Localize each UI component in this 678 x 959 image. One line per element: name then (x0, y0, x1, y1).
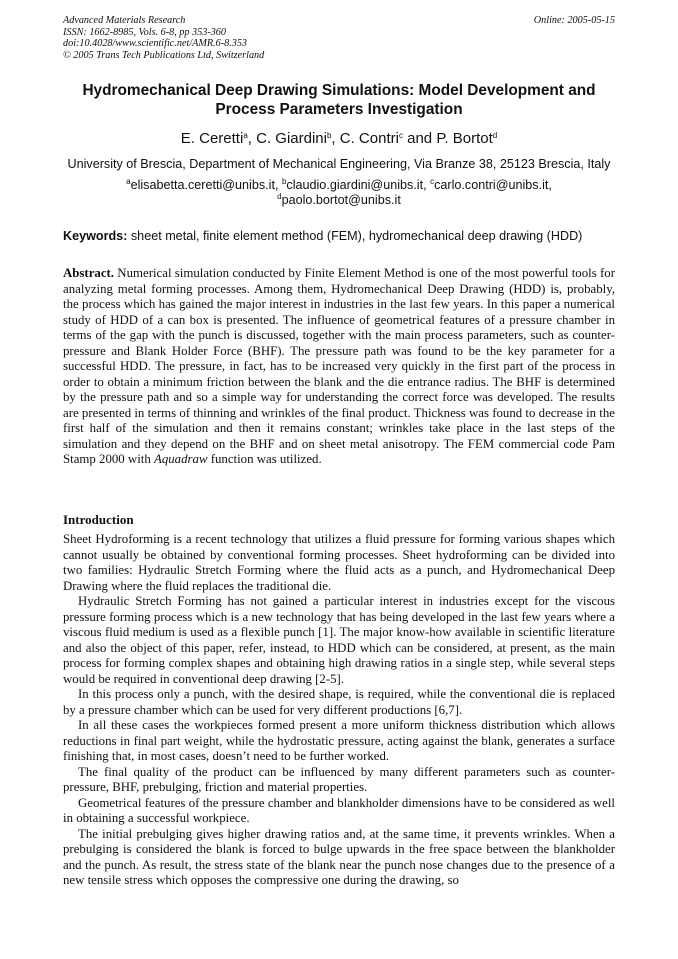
abstract-italic-term: Aquadraw (153, 452, 208, 466)
email-marker: b (281, 177, 287, 186)
abstract-text: Numerical simulation conducted by Finite Element Method is one of the most powerful tools for analyzing metal forming processes. Among them, Hydromechanical Deep Drawing (HDD) is, probably, the process which has gained the major interest in industries in the last few years. In this paper a numerical study of HDD of a can box is presented. The influence of geometrical features of a pressure chamber in terms of the gap with the punch is discussed, together with the main process parameters, such as counter-pressure and Blank Holder Force (BHF). The pressure path was found to be the key parameter for a successful HDD. The pressure, in fact, has to be increased very quickly in the first part of the process in order to obtain a minimum friction between the blank and the die entrance radius. The BHF is determined by the pressure path and so a simple way for understanding the correct force was developed. The results are presented in terms of thinning and wrinkles of the final product. Thickness was found to decrease in the first half of the simulation and then it remains constant; wrinkles take place in the last steps of the simulation and they depend on the BHF and on sheet metal anisotropy. The FEM commercial code Pam Stamp 2000 with (63, 266, 615, 466)
abstract (63, 266, 615, 468)
paragraph: The final quality of the product can be influenced by many different parameters such as counter-pressure, BHF, prebulging, friction and material properties. (63, 764, 615, 794)
section-heading-introduction: Introduction (63, 512, 134, 527)
author-separator: , (247, 130, 257, 147)
email-marker: a (126, 177, 131, 186)
online-date: Online: 2005-05-15 (533, 15, 615, 26)
author-name: C. Contri (339, 130, 399, 147)
email-marker: c (430, 177, 435, 186)
issn-line: ISSN: 1662-8985, Vols. 6-8, pp 353-360 (63, 26, 226, 38)
author-separator: and (402, 130, 437, 147)
abstract-tail: function was utilized. (207, 452, 322, 466)
paragraph: Hydraulic Stretch Forming has not gained a particular interest in industries except for the viscous pressure forming process which is a new technology that has being developed in the last few years where a viscous fluid medium is used as a flexible punch [1]. The major know-how available in scientific literature and also the object of this paper, refer, instead, to HDD which can be considered, at present, as the main process for forming complex shapes and obtaining high drawing ratios in a single step, while several steps would be required in conventional deep drawing [2-5]. (63, 594, 615, 686)
email-link[interactable]: paolo.bortot@unibs.it (281, 192, 401, 207)
paragraph: In this process only a punch, with the desired shape, is required, while the conventional die is replaced by a pressure chamber which can be used for very different productions [6,7]. (63, 687, 615, 717)
paper-title (48, 81, 630, 119)
journal-name: Advanced Materials Research (63, 15, 186, 26)
author-marker: a (243, 131, 248, 140)
paragraph: Sheet Hydroforming is a recent technology that utilizes a fluid pressure for forming various shapes which cannot usually be obtained by conventional forming processes. Sheet hydroforming can be divided into two families: Hydraulic Stretch Forming where the fluid acts as a punch, and Hydromechanical Deep Drawing where the fluid replaces the traditional die. (63, 532, 615, 593)
email-link[interactable]: carlo.contri@unibs.it, (434, 178, 552, 192)
affiliation: University of Brescia, Department of Mechanical Engineering, Via Branze 38, 25123 Brescia, Italy (67, 157, 611, 171)
paragraph: In all these cases the workpieces formed present a more uniform thickness distribution which allows reductions in final part weight, while the hydrostatic pressure, acting against the blank, generates a surface finishing that, in most cases, doesn’t need to be further worked. (63, 718, 615, 763)
author-name: E. Ceretti (180, 130, 244, 147)
author-marker: d (492, 131, 498, 140)
keywords (63, 228, 623, 244)
email-list (48, 178, 630, 207)
introduction-body (63, 532, 615, 889)
journal-header (63, 15, 615, 61)
keywords-label: Keywords: (63, 229, 128, 243)
email-link[interactable]: elisabetta.ceretti@unibs.it, (130, 178, 282, 192)
email-marker: d (277, 191, 282, 201)
author-separator: , (331, 130, 340, 147)
author-list (48, 130, 630, 148)
title-line-2: Process Parameters Investigation (215, 101, 463, 118)
paragraph: The initial prebulging gives higher drawing ratios and, at the same time, it prevents wrinkles. When a prebulging is considered the blank is forced to bulge upwards in the free space between the blankholder and the punch. As result, the stress state of the blank near the punch nose changes due to the presence of a new tensile stress which opposes the compressive one during the drawing, so (63, 826, 615, 887)
author-name: P. Bortot (436, 130, 493, 147)
doi-line: doi:10.4028/www.scientific.net/AMR.6-8.353 (63, 38, 248, 50)
paragraph: Geometrical features of the pressure chamber and blankholder dimensions have to be considered as well in obtaining a successful workpiece. (63, 795, 615, 825)
keywords-text: sheet metal, finite element method (FEM), hydromechanical deep drawing (HDD) (127, 229, 583, 243)
abstract-label: Abstract. (63, 266, 115, 280)
title-line-1: Hydromechanical Deep Drawing Simulations: Model Development and (82, 82, 596, 99)
author-name: C. Giardini (256, 130, 327, 147)
email-link[interactable]: claudio.giardini@unibs.it, (286, 178, 431, 192)
copyright-line: © 2005 Trans Tech Publications Ltd, Switzerland (63, 49, 265, 61)
author-marker: c (398, 131, 403, 140)
author-marker: b (326, 131, 332, 140)
